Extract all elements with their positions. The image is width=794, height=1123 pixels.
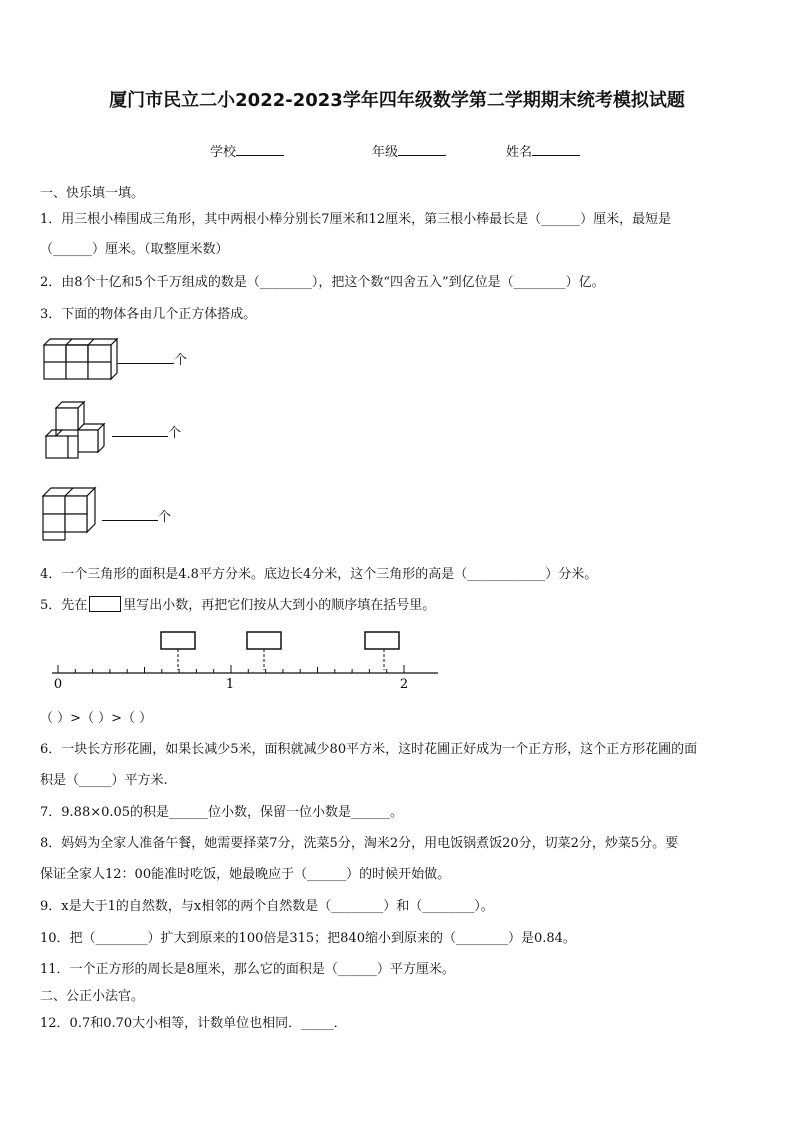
page-title: 厦门市民立二小2022-2023学年四年级数学第二学期期末统考模拟试题 [109,90,685,111]
cube-figure-3 [43,488,99,540]
question-5-prefix: 5．先在 [40,598,88,613]
section-1-heading: 一、快乐填一填。 [40,186,145,201]
question-9: 9．x是大于1的自然数，与x相邻的两个自然数是（________）和（________）。 [40,899,494,914]
question-5-suffix: 里写出小数，再把它们按从大到小的顺序填在括号里。 [123,598,436,613]
cube-figure-3-answer [102,506,171,525]
number-line-label-1: 1 [225,677,235,692]
cube-figure-2 [46,402,108,458]
grade-blank[interactable] [398,142,446,156]
name-blank[interactable] [532,142,580,156]
question-8-line-1: 8．妈妈为全家人准备午餐，她需要择菜7分，洗菜5分，淘米2分，用电饭锅煮饭20分，切菜2分，炒菜5分。要 [40,836,679,851]
school-blank[interactable] [236,142,284,156]
section-2-heading: 二、公正小法官。 [40,989,145,1004]
cube-figure-3-unit: 个 [158,510,172,525]
question-3: 3．下面的物体各由几个正方体搭成。 [40,307,257,322]
name-label: 姓名 [506,145,533,160]
question-5 [40,594,435,613]
question-5-order: （ ）>（ ）>（ ） [40,711,153,726]
answer-box-1[interactable] [161,632,195,670]
number-line [40,628,440,694]
grade-label: 年级 [372,145,399,160]
question-8-line-2: 保证全家人12：00能准时吃饭，她最晚应于（______）的时候开始做。 [40,867,451,882]
question-6-line-1: 6．一块长方形花圃，如果长减少5米，面积就减少80平方米，这时花圃正好成为一个正方形，这个正方形花圃的面 [40,742,698,757]
cube-figure-1-blank[interactable] [118,351,174,364]
cube-figure-3-blank[interactable] [102,508,158,521]
cube-figure-2-unit: 个 [168,426,182,441]
cube-figure-1 [44,333,119,381]
school-field [210,141,284,160]
cube-figure-2-answer [112,422,181,441]
answer-box-2[interactable] [247,632,281,670]
school-label: 学校 [210,145,237,160]
grade-field [372,141,446,160]
cube-figure-2-blank[interactable] [112,424,168,437]
answer-box-sample [89,596,121,612]
question-1-line-2: （______）厘米。（取整厘米数） [40,242,229,257]
question-11: 11．一个正方形的周长是8厘米，那么它的面积是（______）平方厘米。 [40,962,455,977]
question-7: 7．9.88×0.05的积是______位小数，保留一位小数是______。 [40,805,404,820]
question-12: 12．0.7和0.70大小相等，计数单位也相同．_____． [40,1016,347,1031]
question-6-line-2: 积是（_____）平方米. [40,773,168,788]
name-field [506,141,580,160]
cube-figure-1-unit: 个 [174,353,188,368]
question-10: 10．把（________）扩大到原来的100倍是315；把840缩小到原来的（________）是0.84。 [40,931,576,946]
question-2: 2．由8个十亿和5个千万组成的数是（________），把这个数“四舍五入”到亿位是（________）亿。 [40,275,605,290]
answer-box-3[interactable] [365,632,399,670]
question-4: 4．一个三角形的面积是4.8平方分米。底边长4分米，这个三角形的高是（____________）分米。 [40,567,598,582]
cube-figure-1-answer [118,349,187,368]
number-line-label-0: 0 [53,677,63,692]
number-line-label-2: 2 [399,677,409,692]
question-1-line-1: 1．用三根小棒围成三角形，其中两根小棒分别长7厘米和12厘米，第三根小棒最长是（______）厘米，最短是 [40,212,672,227]
